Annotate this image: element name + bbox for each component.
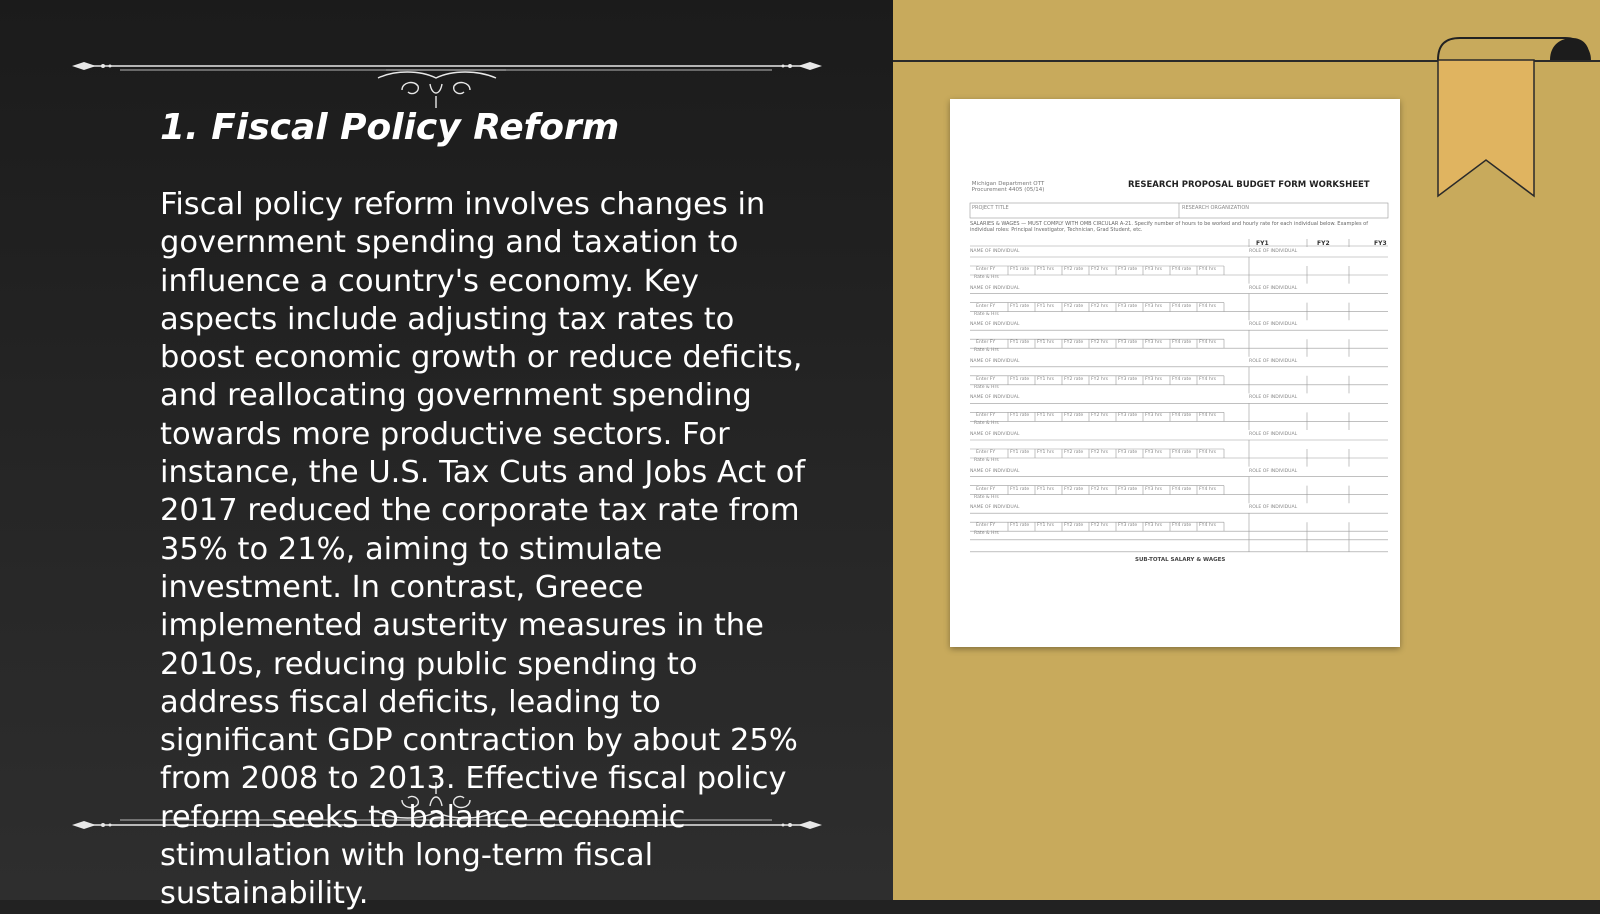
rate-cell-label: FY1 hrs [1037, 303, 1055, 309]
rate-cell-label: FY4 hrs [1199, 523, 1217, 529]
rate-cell-label: FY3 rate [1118, 450, 1138, 455]
role-of-individual-label: ROLE OF INDIVIDUAL [1249, 322, 1298, 328]
name-of-individual-label: NAME OF INDIVIDUAL [970, 468, 1020, 474]
rate-cell-label: FY3 hrs [1145, 376, 1163, 382]
role-of-individual-label: ROLE OF INDIVIDUAL [1249, 468, 1298, 474]
research-org-label: RESEARCH ORGANIZATION [1182, 205, 1250, 211]
enter-fy-label: Enter FY [976, 340, 996, 346]
rate-cell-label: FY4 hrs [1199, 340, 1217, 346]
rate-hrs-label: Rate & Hrs [974, 384, 999, 390]
name-of-individual-label: NAME OF INDIVIDUAL [970, 432, 1020, 437]
rate-cell-label: FY3 rate [1118, 267, 1138, 272]
rate-cell-label: FY3 rate [1118, 486, 1138, 492]
bookmark-ribbon [1430, 30, 1600, 210]
rate-cell-label: FY4 rate [1172, 303, 1192, 309]
rate-cell-label: FY4 rate [1172, 486, 1192, 492]
rate-hrs-label: Rate & Hrs [974, 421, 999, 427]
rate-cell-label: FY1 rate [1010, 376, 1030, 382]
name-of-individual-label: NAME OF INDIVIDUAL [970, 358, 1020, 364]
role-of-individual-label: ROLE OF INDIVIDUAL [1249, 505, 1298, 511]
rate-cell-label: FY2 rate [1064, 376, 1084, 382]
rate-cell-label: FY4 rate [1172, 340, 1192, 346]
project-title-label: PROJECT TITLE [972, 205, 1009, 211]
rate-cell-label: FY3 hrs [1145, 267, 1163, 272]
rate-cell-label: FY1 rate [1010, 303, 1030, 309]
rate-cell-label: FY3 hrs [1145, 523, 1163, 529]
rate-cell-label: FY4 hrs [1199, 376, 1217, 382]
rate-hrs-label: Rate & Hrs [974, 275, 999, 280]
enter-fy-label: Enter FY [976, 376, 996, 382]
rate-cell-label: FY4 rate [1172, 376, 1192, 382]
rate-cell-label: FY2 rate [1064, 450, 1084, 455]
rate-cell-label: FY2 hrs [1091, 376, 1109, 382]
rate-cell-label: FY2 rate [1064, 303, 1084, 309]
rate-cell-label: FY2 hrs [1091, 267, 1109, 272]
rate-cell-label: FY2 hrs [1091, 303, 1109, 309]
rate-cell-label: FY1 hrs [1037, 486, 1055, 492]
name-of-individual-label: NAME OF INDIVIDUAL [970, 395, 1020, 401]
rate-cell-label: FY2 hrs [1091, 486, 1109, 492]
rate-hrs-label: Rate & Hrs [974, 311, 999, 317]
enter-fy-label: Enter FY [976, 413, 996, 419]
form-title: RESEARCH PROPOSAL BUDGET FORM WORKSHEET [1128, 180, 1370, 190]
rate-cell-label: FY3 hrs [1145, 486, 1163, 492]
fy2-header: FY2 [1317, 240, 1330, 247]
rate-cell-label: FY1 hrs [1037, 450, 1055, 455]
rate-cell-label: FY3 rate [1118, 340, 1138, 346]
rate-hrs-label: Rate & Hrs [974, 494, 999, 500]
rate-cell-label: FY3 hrs [1145, 450, 1163, 455]
rate-cell-label: FY4 rate [1172, 267, 1192, 272]
rate-cell-label: FY3 hrs [1145, 340, 1163, 346]
rate-cell-label: FY2 hrs [1091, 340, 1109, 346]
role-of-individual-label: ROLE OF INDIVIDUAL [1249, 395, 1298, 401]
rate-hrs-label: Rate & Hrs [974, 458, 999, 463]
name-of-individual-label: NAME OF INDIVIDUAL [970, 322, 1020, 328]
rate-cell-label: FY2 rate [1064, 340, 1084, 346]
rate-cell-label: FY2 rate [1064, 413, 1084, 419]
rate-hrs-label: Rate & Hrs [974, 348, 999, 354]
rate-cell-label: FY3 rate [1118, 413, 1138, 419]
rate-cell-label: FY2 rate [1064, 267, 1084, 272]
rate-cell-label: FY1 rate [1010, 413, 1030, 419]
salaries-note: SALARIES & WAGES — MUST COMPLY WITH OMB CIRCULAR A-21. Specify number of hours to be worked and hourly rate for each individual below. Examples of individual roles: Principal Investigator, Technician, Grad Student, etc. [970, 221, 1369, 233]
enter-fy-label: Enter FY [976, 523, 996, 529]
name-of-individual-label: NAME OF INDIVIDUAL [970, 249, 1020, 254]
rate-cell-label: FY3 rate [1118, 523, 1138, 529]
rate-cell-label: FY4 rate [1172, 523, 1192, 529]
enter-fy-label: Enter FY [976, 267, 996, 272]
rate-cell-label: FY4 hrs [1199, 267, 1217, 272]
rate-cell-label: FY4 rate [1172, 450, 1192, 455]
rate-cell-label: FY2 hrs [1091, 413, 1109, 419]
fy1-header: FY1 [1256, 240, 1269, 247]
enter-fy-label: Enter FY [976, 486, 996, 492]
rate-cell-label: FY4 hrs [1199, 303, 1217, 309]
rate-cell-label: FY2 hrs [1091, 523, 1109, 529]
rate-cell-label: FY1 rate [1010, 450, 1030, 455]
rate-cell-label: FY3 hrs [1145, 413, 1163, 419]
rate-cell-label: FY1 rate [1010, 340, 1030, 346]
role-of-individual-label: ROLE OF INDIVIDUAL [1249, 249, 1298, 254]
rate-cell-label: FY1 rate [1010, 267, 1030, 272]
budget-form-image [950, 99, 1400, 647]
rate-cell-label: FY2 hrs [1091, 450, 1109, 455]
rate-cell-label: FY4 hrs [1199, 413, 1217, 419]
fy3-header: FY3 [1374, 240, 1387, 247]
name-of-individual-label: NAME OF INDIVIDUAL [970, 285, 1020, 291]
enter-fy-label: Enter FY [976, 450, 996, 455]
rate-cell-label: FY1 rate [1010, 486, 1030, 492]
slide-body-text: Fiscal policy reform involves changes in government spending and taxation to influence a country's economy. Key aspects include adjusting tax rates to boost economic growth or reduce deficits, and reallocating government spending towards more productive sectors. For instance, the U.S. Tax Cuts and Jobs Act of 2017 reduced the corporate tax rate from 35% to 21%, aiming to stimulate investment. In contrast, Greece implemented austerity measures in the 2010s, reducing public spending to address fiscal deficits, leading to significant GDP contraction by about 25% from 2008 to 2013. Effective fiscal policy reform seeks to balance economic stimulation with long-term fiscal sustainability. [160, 187, 806, 912]
role-of-individual-label: ROLE OF INDIVIDUAL [1249, 358, 1298, 364]
subtotal-label: SUB-TOTAL SALARY & WAGES [1135, 557, 1226, 563]
rate-cell-label: FY2 rate [1064, 523, 1084, 529]
rate-cell-label: FY4 rate [1172, 413, 1192, 419]
top-flourish [378, 72, 496, 108]
rate-cell-label: FY3 hrs [1145, 303, 1163, 309]
rate-cell-label: FY3 rate [1118, 376, 1138, 382]
form-org: Michigan Department OTT Procurement 4405 (05/14) [971, 181, 1045, 193]
role-of-individual-label: ROLE OF INDIVIDUAL [1249, 432, 1298, 437]
rate-cell-label: FY1 hrs [1037, 267, 1055, 272]
slide-title: 1. Fiscal Policy Reform [160, 107, 620, 148]
rate-cell-label: FY1 rate [1010, 523, 1030, 529]
rate-cell-label: FY1 hrs [1037, 523, 1055, 529]
rate-cell-label: FY1 hrs [1037, 376, 1055, 382]
rate-cell-label: FY4 hrs [1199, 486, 1217, 492]
rate-hrs-label: Rate & Hrs [974, 531, 999, 537]
rate-cell-label: FY1 hrs [1037, 340, 1055, 346]
rate-cell-label: FY2 rate [1064, 486, 1084, 492]
rate-cell-label: FY1 hrs [1037, 413, 1055, 419]
enter-fy-label: Enter FY [976, 303, 996, 309]
name-of-individual-label: NAME OF INDIVIDUAL [970, 505, 1020, 511]
rate-cell-label: FY4 hrs [1199, 450, 1217, 455]
rate-cell-label: FY3 rate [1118, 303, 1138, 309]
role-of-individual-label: ROLE OF INDIVIDUAL [1249, 285, 1298, 291]
